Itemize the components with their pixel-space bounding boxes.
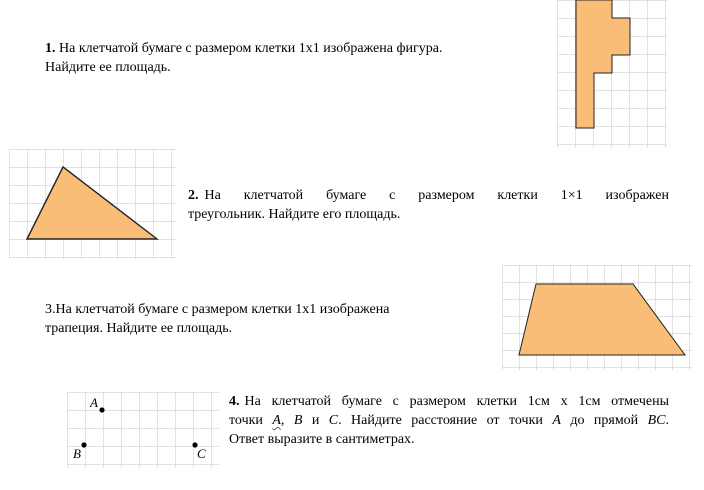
label-b: B bbox=[73, 446, 81, 461]
task-2-line1 bbox=[188, 186, 669, 205]
task-1-text: На клетчатой бумаге с размером клетки 1х1 изображена фигура. bbox=[59, 41, 443, 56]
task-2-figure bbox=[9, 149, 176, 259]
task-4-text: На клетчатой бумаге с размером клетки 1см х 1см отмечены bbox=[244, 394, 669, 409]
task-3-text: На клетчатой бумаге с размером клетки 1х1 изображена bbox=[55, 302, 390, 317]
label-c: C bbox=[197, 446, 206, 461]
task-4-figure bbox=[67, 392, 219, 468]
task-2-number: 2. bbox=[188, 188, 199, 203]
task-4-line1 bbox=[229, 392, 669, 411]
label-a: A bbox=[90, 395, 98, 410]
task-1-number: 1. bbox=[45, 41, 56, 56]
ref-point-a2: A bbox=[552, 413, 561, 428]
task-4-number: 4. bbox=[229, 394, 240, 409]
point-b bbox=[81, 442, 86, 447]
task-1-line1 bbox=[45, 39, 545, 58]
task-3-number: 3. bbox=[45, 302, 56, 317]
task-1-line2: Найдите ее площадь. bbox=[45, 60, 171, 75]
task-4 bbox=[229, 392, 669, 449]
task-2 bbox=[188, 186, 669, 224]
task-3-figure bbox=[502, 265, 692, 370]
point-a bbox=[99, 407, 104, 412]
task-4-line2: точки A, B и C. Найдите расстояние от точки A до прямой BC. bbox=[229, 413, 669, 428]
task-3-line1 bbox=[45, 300, 465, 319]
ref-line-bc: BC bbox=[647, 413, 666, 428]
task-1-figure bbox=[557, 0, 667, 148]
task-3-line2: трапеция. Найдите ее площадь. bbox=[45, 321, 233, 336]
task-1 bbox=[45, 39, 545, 77]
ref-point-b: B bbox=[293, 413, 303, 428]
task-3 bbox=[45, 300, 465, 338]
task-2-text: На клетчатой бумаге с размером клетки 1×1 изображен bbox=[204, 188, 669, 203]
ref-point-a: A bbox=[272, 413, 281, 428]
task-4-line3: Ответ выразите в сантиметрах. bbox=[229, 432, 415, 447]
ref-point-c: C bbox=[328, 413, 339, 428]
task-2-line2: треугольник. Найдите его площадь. bbox=[188, 207, 401, 222]
